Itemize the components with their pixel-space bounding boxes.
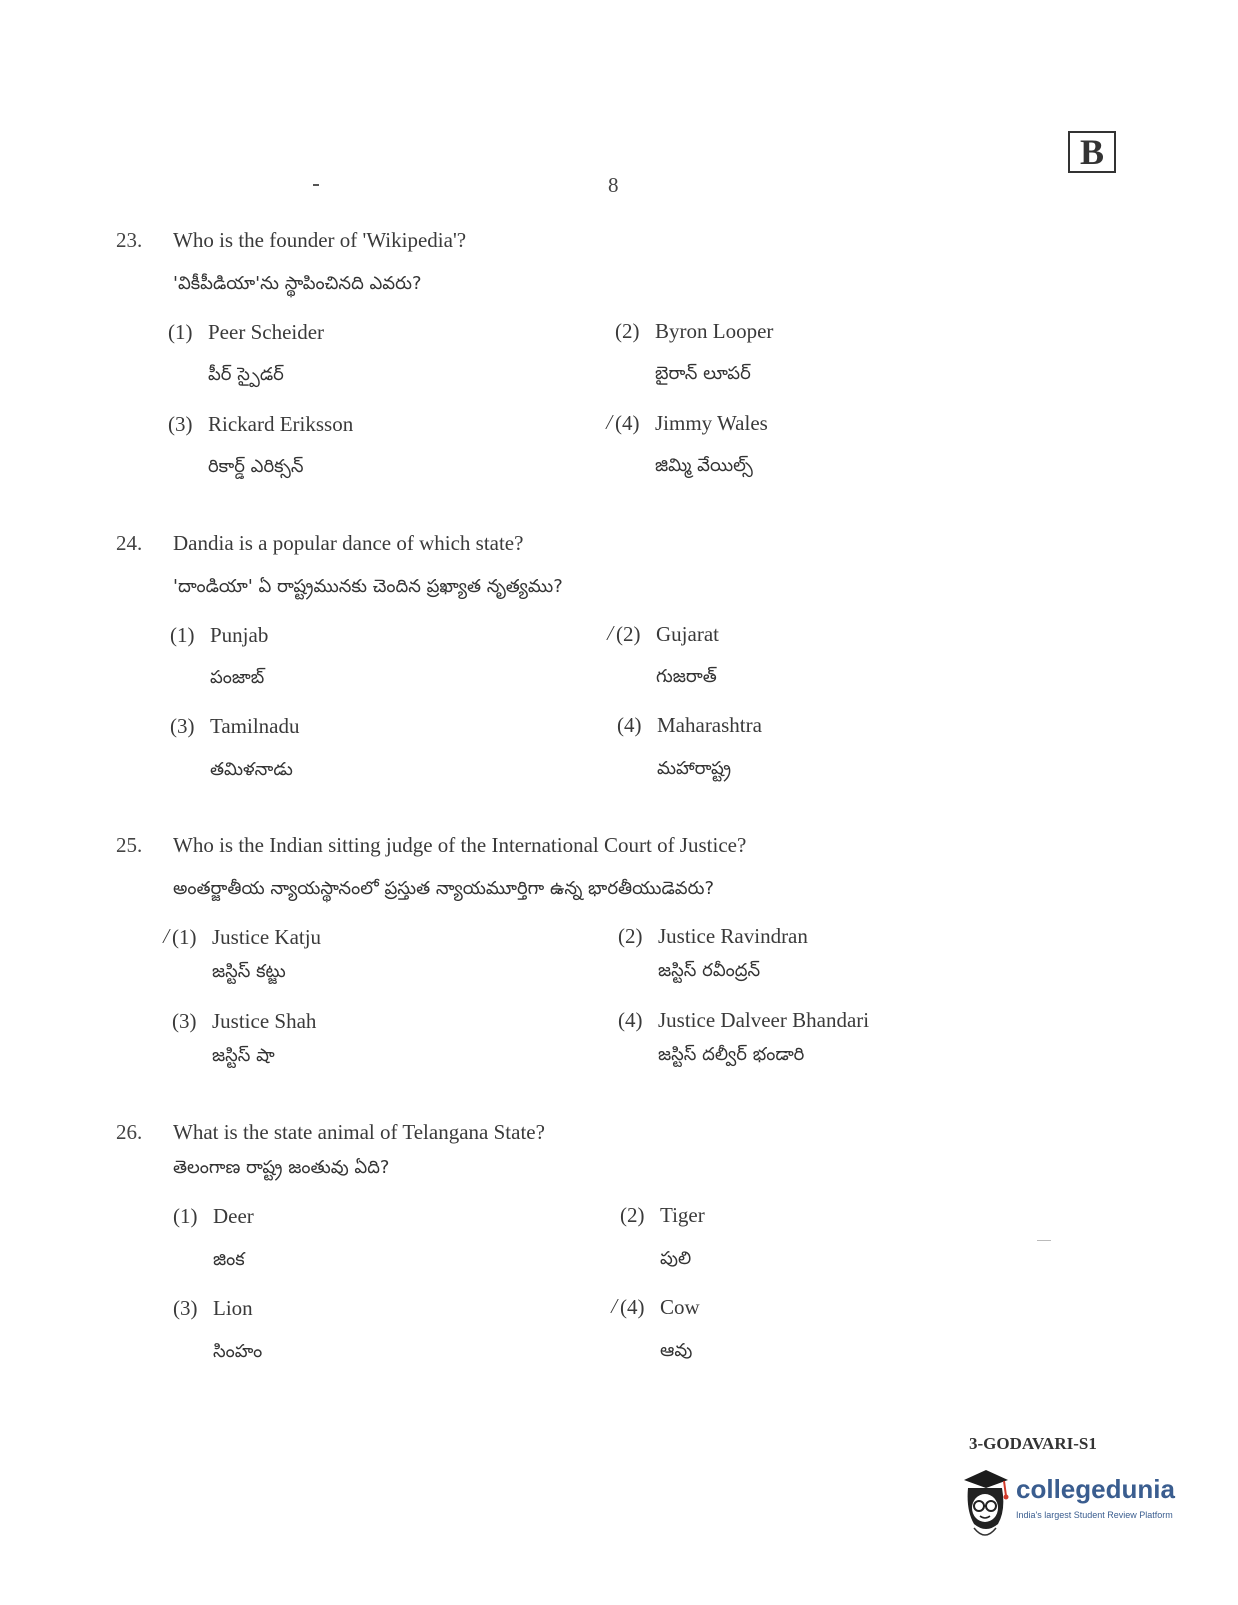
question-number: 26. <box>116 1120 143 1144</box>
option-label: (2) <box>618 924 643 948</box>
option-text-te: జస్టిస్ షా <box>212 1045 275 1066</box>
option-text-en: Cow <box>660 1295 700 1319</box>
booklet-set-badge <box>1068 131 1116 173</box>
option-text-en: Justice Shah <box>212 1009 317 1033</box>
option-text-en: Gujarat <box>656 622 719 646</box>
option-2 <box>616 622 719 687</box>
option-label: (2) <box>616 622 641 646</box>
option-text-te: తమిళనాడు <box>210 759 293 780</box>
option-text-te: మహారాష్ట్ర <box>657 758 732 779</box>
option-3 <box>173 1296 263 1362</box>
option-text-te: పీర్ స్పైడర్ <box>208 364 284 385</box>
option-label: (4) <box>617 713 642 737</box>
set-code: B <box>1079 132 1104 172</box>
option-2 <box>615 319 774 384</box>
option-text-en: Deer <box>213 1204 254 1228</box>
option-text-en: Justice Ravindran <box>658 924 808 948</box>
option-2 <box>620 1203 705 1269</box>
option-3 <box>168 412 354 477</box>
question-text-en: Who is the founder of 'Wikipedia'? <box>173 228 467 252</box>
option-4 <box>620 1295 700 1361</box>
option-label: (2) <box>620 1203 645 1227</box>
question-text-en: What is the state animal of Telangana State? <box>173 1120 545 1144</box>
option-label: (4) <box>615 411 640 435</box>
option-text-te: గుజరాత్ <box>656 666 717 687</box>
option-text-te: జస్టిస్ కట్జు <box>212 961 286 982</box>
option-text-te: జింక <box>213 1249 245 1270</box>
option-1 <box>172 925 322 982</box>
option-1 <box>168 320 325 385</box>
option-label: (3) <box>173 1296 198 1320</box>
option-2 <box>618 924 808 981</box>
option-4 <box>615 411 768 476</box>
option-label: (3) <box>172 1009 197 1033</box>
option-text-en: Byron Looper <box>655 319 774 343</box>
option-1 <box>170 623 269 688</box>
option-text-te: జస్టిస్ దల్వీర్ భండారి <box>658 1044 805 1065</box>
question-text-te: తెలంగాణ రాష్ట్ర జంతువు ఏది? <box>173 1157 390 1178</box>
option-3 <box>172 1009 317 1066</box>
option-label: (2) <box>615 319 640 343</box>
question-text-en: Dandia is a popular dance of which state? <box>173 531 524 555</box>
option-label: (1) <box>172 925 197 949</box>
question-number: 24. <box>116 531 143 555</box>
option-text-en: Justice Katju <box>212 925 322 949</box>
option-text-te: బైరాన్ లూపర్ <box>655 363 751 384</box>
option-text-te: జిమ్మి వేయిల్స్ <box>655 455 753 476</box>
question-text-te: 'వికీపీడియా'ను స్థాపించినది ఎవరు? <box>173 273 422 294</box>
question-text-en: Who is the Indian sitting judge of the International Court of Justice? <box>173 833 747 857</box>
option-label: (1) <box>170 623 195 647</box>
question-text-te: అంతర్జాతీయ న్యాయస్థానంలో ప్రస్తుత న్యాయమూర్తిగా ఉన్న భారతీయుడెవరు? <box>173 878 715 899</box>
scan-speck <box>313 184 319 186</box>
option-text-te: పంజాబ్ <box>210 667 265 688</box>
option-text-te: సింహం <box>213 1341 263 1362</box>
booklet-code: 3-GODAVARI-S1 <box>969 1434 1097 1453</box>
option-label: (1) <box>168 320 193 344</box>
option-4 <box>618 1008 870 1065</box>
option-text-en: Lion <box>213 1296 253 1320</box>
option-text-en: Jimmy Wales <box>655 411 768 435</box>
page-number: 8 <box>608 173 619 197</box>
question-text-te: 'దాండియా' ఏ రాష్ట్రమునకు చెందిన ప్రఖ్యాత నృత్యము? <box>173 576 563 597</box>
option-text-en: Peer Scheider <box>208 320 325 344</box>
scan-speck <box>1037 1240 1051 1241</box>
option-label: (3) <box>170 714 195 738</box>
option-text-te: రికార్డ్ ఎరిక్సన్ <box>208 456 304 477</box>
option-label: (4) <box>620 1295 645 1319</box>
logo-tagline: India's largest Student Review Platform <box>1016 1510 1173 1520</box>
option-text-en: Rickard Eriksson <box>208 412 354 436</box>
option-text-te: జస్టిస్ రవీంద్రన్ <box>658 960 761 981</box>
question-number: 23. <box>116 228 143 252</box>
option-text-te: పులి <box>660 1248 692 1269</box>
option-text-en: Tiger <box>660 1203 705 1227</box>
option-1 <box>173 1204 254 1270</box>
option-text-te: ఆవు <box>660 1340 693 1361</box>
option-label: (1) <box>173 1204 198 1228</box>
option-label: (3) <box>168 412 193 436</box>
question-number: 25. <box>116 833 143 857</box>
option-3 <box>170 714 300 780</box>
student-mascot-icon <box>960 1466 1016 1546</box>
option-4 <box>617 713 762 779</box>
option-label: (4) <box>618 1008 643 1032</box>
option-text-en: Maharashtra <box>657 713 762 737</box>
option-text-en: Justice Dalveer Bhandari <box>658 1008 870 1032</box>
option-text-en: Punjab <box>210 623 269 647</box>
option-text-en: Tamilnadu <box>210 714 300 738</box>
collegedunia-logo[interactable] <box>960 1466 1190 1546</box>
logo-wordmark: collegedunia <box>1016 1474 1175 1504</box>
